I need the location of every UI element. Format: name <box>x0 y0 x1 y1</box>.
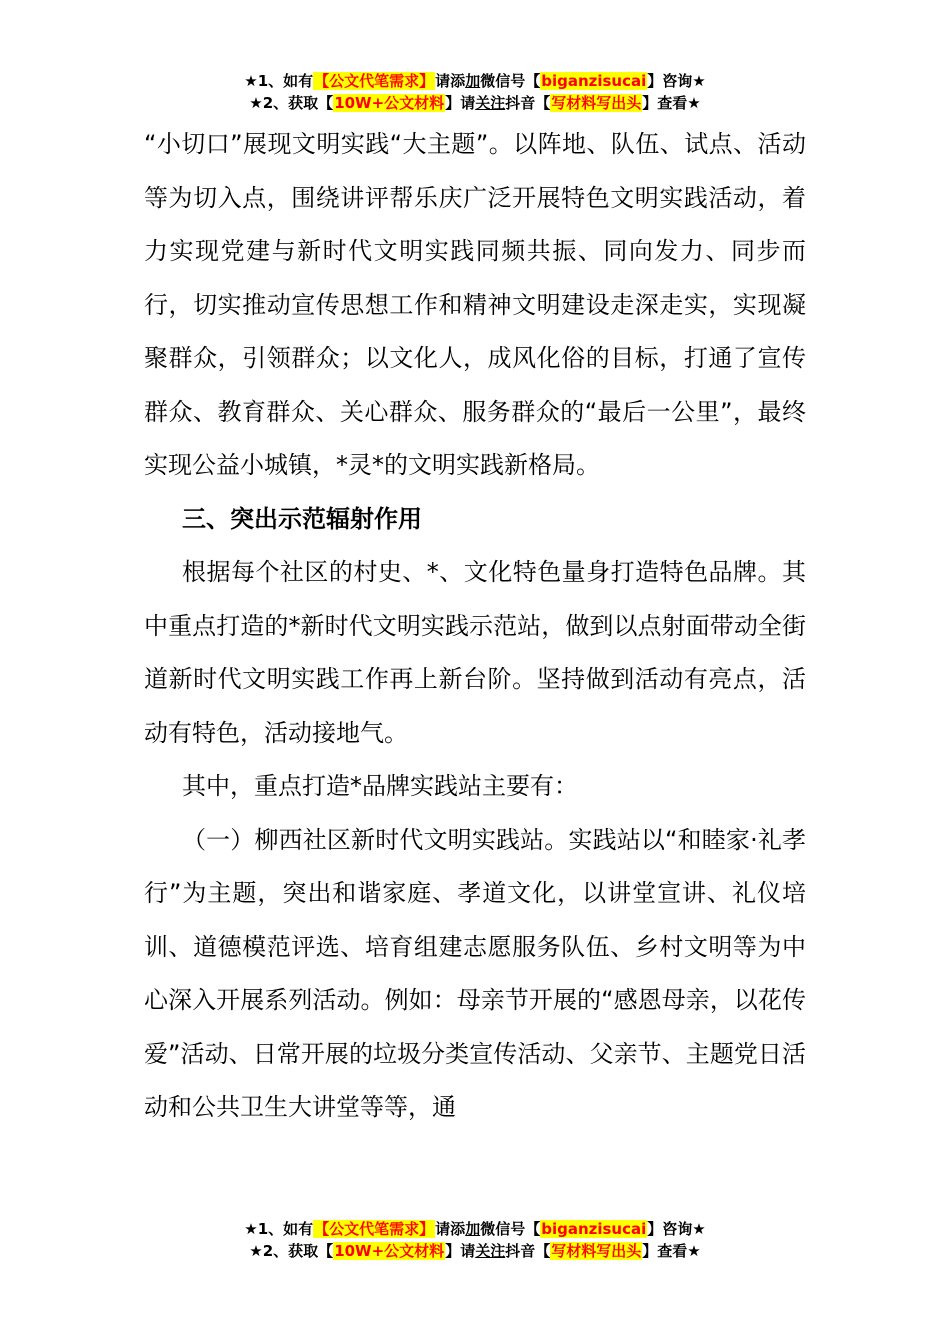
section-heading: 三、突出示范辐射作用 <box>182 504 422 533</box>
banner-highlight: biganzisucai <box>541 72 647 90</box>
header-banner <box>0 70 950 114</box>
banner-line-1 <box>0 70 950 92</box>
banner-text: 请添 <box>435 1220 466 1238</box>
banner-text: 】请 <box>445 1242 476 1260</box>
banner-text: 请添 <box>435 72 466 90</box>
paragraph: “小切口”展现文明实践“大主题”。以阵地、队伍、试点、活动等为切入点，围绕讲评帮乐庆广泛开展特色文明实践活动，着力实现党建与新时代文明实践同频共振、同向发力、同步而行，切实推动宣传思想工作和精神文明建设走深走实，实现凝聚群众，引领群众；以文化人，成风化俗的目标，打通了宣传群众、教育群众、关心群众、服务群众的“最后一公里”，最终实现公益小城镇，*灵*的文明实践新格局。 <box>144 130 806 479</box>
banner-highlight: 10W+公文材料 <box>334 1242 445 1260</box>
banner-highlight: 写材料写出头 <box>551 1242 642 1260</box>
banner-line-2 <box>0 92 950 114</box>
banner-text: 】咨询★ <box>647 72 706 90</box>
banner-text: ★2、获取【 <box>249 1242 334 1260</box>
banner-text: 微信号【 <box>480 72 541 90</box>
paragraph: 其中，重点打造*品牌实践站主要有： <box>182 772 578 800</box>
banner-text: 抖音【 <box>505 94 551 112</box>
banner-highlight: 10W+公文材料 <box>334 94 445 112</box>
banner-highlight: 【公文代笔需求】 <box>314 1220 435 1238</box>
banner-text: ★1、如有 <box>244 72 314 90</box>
banner-text: 】查看★ <box>642 1242 701 1260</box>
banner-text: 】请 <box>445 94 476 112</box>
banner-text: 微信号【 <box>480 1220 541 1238</box>
paragraph: （一）柳西社区新时代文明实践站。实践站以“和睦家·礼孝行”为主题，突出和谐家庭、孝道文化，以讲堂宣讲、礼仪培训、道德模范评选、培育组建志愿服务队伍、乡村文明等为中心深入开展系列活动。例如：母亲节开展的“感恩母亲，以花传爱”活动、日常开展的垃圾分类宣传活动、父亲节、主题党日活动和公共卫生大讲堂等等，通 <box>144 825 806 1121</box>
paragraph: 根据每个社区的村史、*、文化特色量身打造特色品牌。其中重点打造的*新时代文明实践示范站，做到以点射面带动全街道新时代文明实践工作再上新台阶。坚持做到活动有亮点，活动有特色，活动接地气。 <box>144 558 806 747</box>
banner-text: 抖音【 <box>505 1242 551 1260</box>
banner-text: 加 <box>465 1220 481 1238</box>
banner-text: 加 <box>465 72 481 90</box>
banner-text: ★1、如有 <box>244 1220 314 1238</box>
footer-banner <box>0 1218 950 1262</box>
banner-text: ★2、获取【 <box>249 94 334 112</box>
banner-text: 关注 <box>475 1242 506 1260</box>
banner-highlight: 写材料写出头 <box>551 94 642 112</box>
banner-text: 】查看★ <box>642 94 701 112</box>
document-body <box>144 118 806 1135</box>
banner-line-2 <box>0 1240 950 1262</box>
banner-text: 】咨询★ <box>647 1220 706 1238</box>
banner-line-1 <box>0 1218 950 1240</box>
banner-text: 关注 <box>475 94 506 112</box>
banner-highlight: biganzisucai <box>541 1220 647 1238</box>
banner-highlight: 【公文代笔需求】 <box>314 72 435 90</box>
